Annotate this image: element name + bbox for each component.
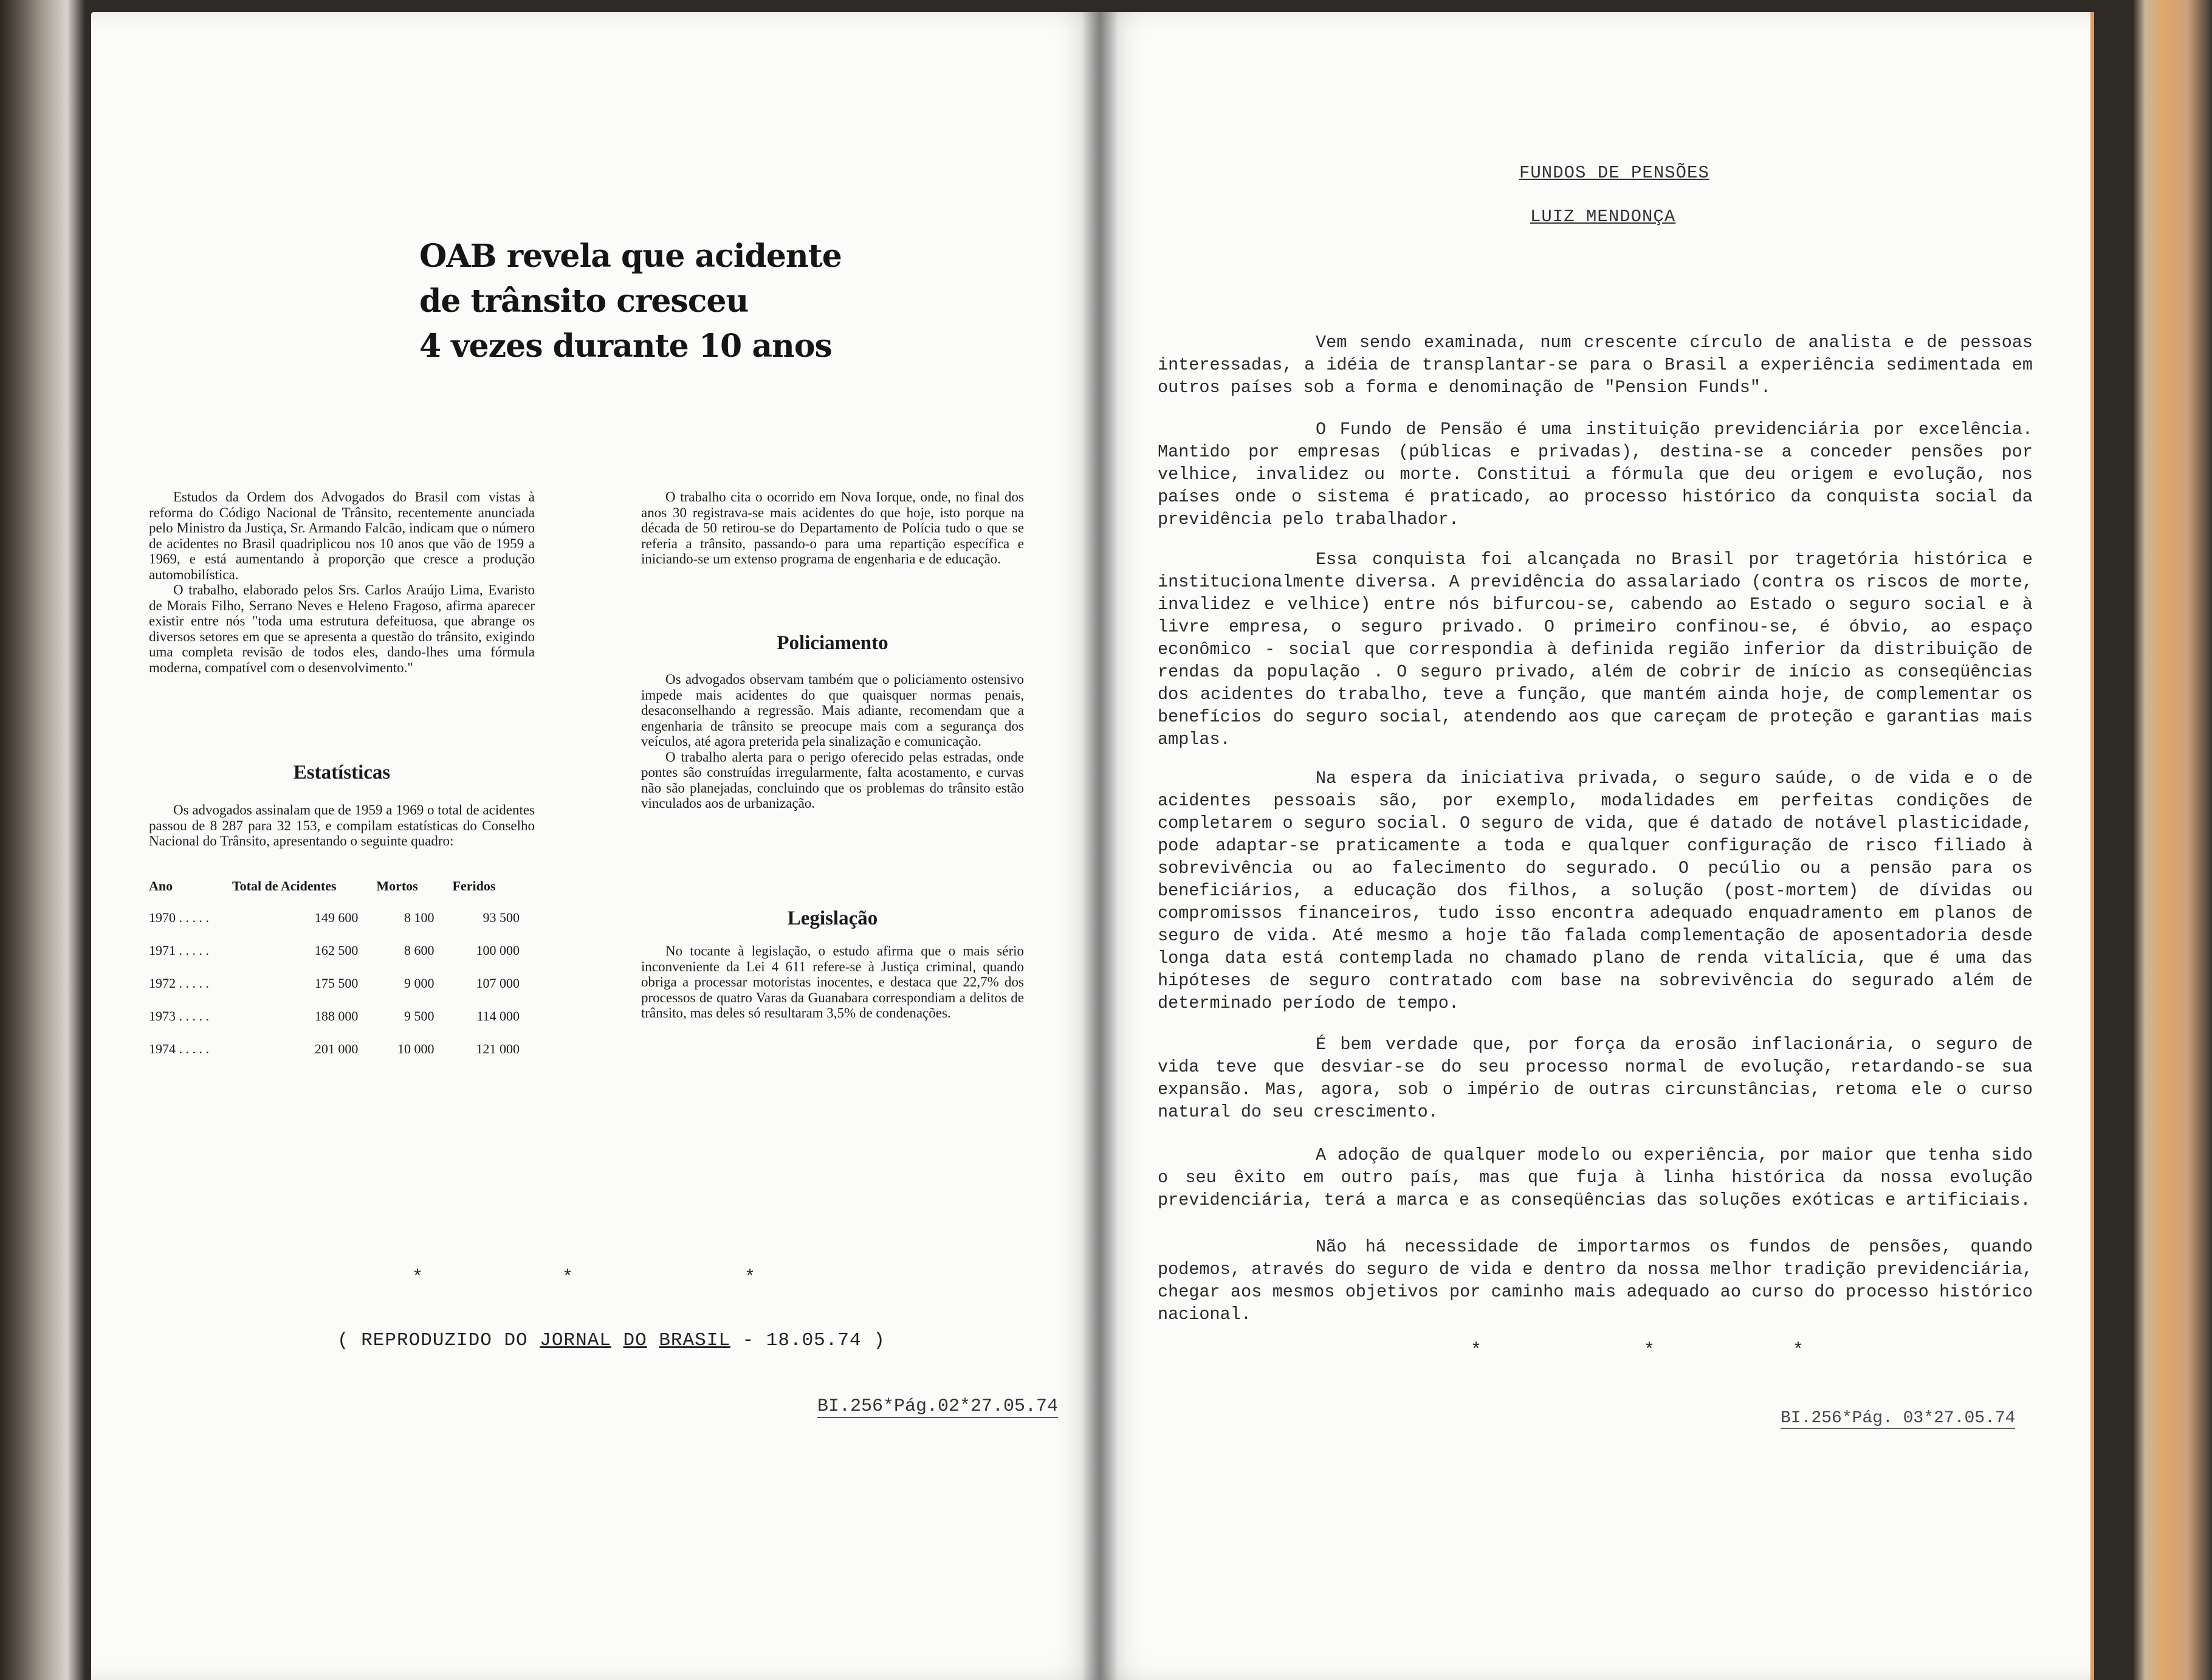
table-cell-total: 201 000 [314,1041,359,1056]
table-cell-feridos: 107 000 [476,976,520,991]
separator-star: * [562,1267,574,1288]
headline-line-3: 4 vezes durante 10 anos [419,328,832,365]
table-row [149,943,538,976]
estatisticas-text: Os advogados assinalam que de 1959 a 1969 o total de acidentes passou de 8 287 para 32 153, e compilam estatísticas do Conselho Nacional do Trânsito, apresentando o seguinte quadro: [149,802,535,849]
table-row [149,1008,538,1041]
paragraph-text: O Fundo de Pensão é uma instituição previdenciária por excelência. Mantido por empresas (públicas e privadas), destina-se a conceder pensões por velhice, invalidez ou morte. Constitui a fórmula que deu origem e evolução, nos países onde o sistema é praticado, ao processo histórico da conquista social da previdência pelo trabalhador. [1158,419,2033,529]
table-cell-year: 1972 . . . . . [149,976,209,991]
article-column-2 [641,489,1024,567]
table-cell-mortos: 10 000 [397,1041,434,1056]
body-paragraph-7 [1158,1236,2033,1326]
table-row [149,910,538,943]
header-feridos: Feridos [452,878,496,893]
table-cell-total: 149 600 [314,910,359,925]
page-footer-right: BI.256*Pág. 03*27.05.74 [1781,1409,2016,1428]
repro-do: DO [623,1330,647,1351]
table-cell-year: 1970 . . . . . [149,910,209,925]
table-header-row [149,878,538,910]
table-cell-feridos: 114 000 [476,1008,520,1024]
table-cell-total: 188 000 [314,1008,359,1024]
repro-suffix: - 18.05.74 ) [730,1330,885,1351]
page-footer-left: BI.256*Pág.02*27.05.74 [817,1396,1059,1417]
paragraph-text: Na espera da iniciativa privada, o seguro saúde, o de vida e o de acidentes pessoais são, por exemplo, modalidades em perfeitas condições de completarem o seguro social. O seguro de vida, que é datado de notável plasticidade, pode adaptar-se praticamente a toda e qualquer configuração de risco filiado à sobrevivência ou ao falecimento do segurado. O pecúlio ou a pensão para os beneficiários, a educação dos filhos, a solução (post-mortem) de dívidas ou compromissos financeiros, tudo isso encontra adequado enquadramento em planos de seguro de vida. Até mesmo a hoje tão falada complementação de aposentadoria desde longa data está contemplada no chamado plano de renda vitalícia, que é uma das hipóteses de seguro contratado com base na sobrevivência do segurado além de determinado período de tempo. [1158,768,2033,1013]
body-paragraph-3 [1158,548,2033,751]
accident-statistics-table [149,878,538,1074]
nova-iorque-paragraph: O trabalho cita o ocorrido em Nova Iorque, onde, no final dos anos 30 registrava-se mais acidentes do que hoje, isto porque na década de 50 retirou-se do Departamento de Polícia tudo o que se referia a trânsito, passando-o para uma repartição específica e iniciando-se um extenso programa de engenharia e de educação. [641,489,1024,566]
paragraph-text: Vem sendo examinada, num crescente círculo de analista e de pessoas interessadas, a idéia de transplantar-se para o Brasil a experiência sedimentada em outros países sob a forma e denominação de "Pension Funds". [1158,332,2033,398]
table-cell-year: 1973 . . . . . [149,1008,209,1024]
separator-star: * [1471,1340,1482,1361]
table-cell-feridos: 121 000 [476,1041,520,1056]
policiamento-section [641,672,1024,811]
paragraph-text: Não há necessidade de importarmos os fundos de pensões, quando podemos, através do seguro de vida e dentro da nossa melhor tradição previdenciária, chegar aos mesmos objetivos por caminho mais adequado ao curso do processo histórico nacional. [1158,1237,2033,1324]
article-headline [419,234,857,369]
table-cell-feridos: 100 000 [476,943,520,958]
table-cell-feridos: 93 500 [483,910,520,925]
separator-star: * [744,1267,756,1288]
table-cell-total: 162 500 [314,943,359,958]
legislacao-section [641,943,1024,1021]
separator-star: * [1644,1340,1655,1361]
table-cell-year: 1974 . . . . . [149,1041,209,1056]
book-gutter-shadow [1082,12,1118,1680]
table-cell-mortos: 8 100 [404,910,434,925]
paragraph-text: A adoção de qualquer modelo ou experiência, por maior que tenha sido o seu êxito em outro país, mas que fuja à linha histórica da nossa evolução previdenciária, terá a marca e as conseqüências das soluções exóticas e artificiais. [1158,1145,2033,1210]
separator-star: * [1793,1340,1804,1361]
header-total: Total de Acidentes [232,878,337,893]
body-paragraph-1 [1158,331,2033,399]
legislacao-subhead: Legislação [787,907,878,929]
repro-prefix: ( REPRODUZIDO DO [337,1330,540,1351]
repro-brasil: BRASIL [659,1330,730,1351]
table-row [149,976,538,1008]
policiamento-subhead: Policiamento [777,632,888,654]
paragraph-text: É bem verdade que, por força da erosão inflacionária, o seguro de vida teve que desviar-se do seu processo normal de evolução, retardando-se sua expansão. Mas, agora, sob o império de outras circunstâncias, retoma ele o curso natural do seu crescimento. [1158,1035,2033,1122]
repro-jornal: JORNAL [540,1330,611,1351]
document-author: LUIZ MENDONÇA [1530,207,1676,227]
legislacao-paragraph: No tocante à legislação, o estudo afirma que o mais sério inconveniente da Lei 4 611 refere-se à Justiça criminal, quando obriga a processar motoristas inocentes, e destaca que 22,7% dos processos de quatro Varas da Guanabara correspondiam a delitos de trânsito, mas deles só resultaram 3,5% de condenações. [641,943,1024,1021]
body-paragraph-2 [1158,418,2033,531]
trabalho-paragraph: O trabalho, elaborado pelos Srs. Carlos Araújo Lima, Evaristo de Morais Filho, Serrano Neves e Heleno Fragoso, afirma aparecer existir entre nós "toda uma estrutura defeituosa, que abrange os diversos setores em que se apresenta a questão do trânsito, exigindo uma completa revisão de todos eles, dando-lhes uma fórmula moderna, compatível com o desenvolvimento." [149,582,535,675]
table-cell-mortos: 9 500 [404,1008,434,1024]
header-ano: Ano [149,878,173,893]
headline-line-1: OAB revela que acidente [419,238,842,275]
header-mortos: Mortos [376,878,418,893]
intro-paragraph: Estudos da Ordem dos Advogados do Brasil com vistas à reforma do Código Nacional de Trânsito, recentemente anunciada pelo Ministro da Justiça, Sr. Armando Falcão, indicam que o número de acidentes no Brasil quadriplicou nos 10 anos que vão de 1959 a 1969, e está aumentando à proporção que cresce a produção automobilística. [149,489,535,582]
article-column-1 [149,489,535,675]
table-row [149,1041,538,1074]
body-paragraph-6 [1158,1144,2033,1211]
body-paragraph-4 [1158,767,2033,1014]
table-cell-mortos: 8 600 [404,943,434,958]
estatisticas-subhead: Estatísticas [293,762,391,783]
table-cell-mortos: 9 000 [404,976,434,991]
headline-line-2: de trânsito cresceu [419,283,749,320]
policiamento-paragraph-1: Os advogados observam também que o policiamento ostensivo impede mais acidentes do que quaisquer normas penais, desaconselhando a regressão. Mais adiante, recomendam que a engenharia de trânsito se preocupe mais com a segurança dos veículos, até agora preterida pela sinalização e comunicação. [641,672,1024,749]
policiamento-paragraph-2: O trabalho alerta para o perigo oferecido pelas estradas, onde pontes são construídas irregularmente, falta acostamento, e curvas não são planejadas, concluindo que os problemas do trânsito estão vinculados aos de urbanização. [641,749,1024,811]
document-title: FUNDOS DE PENSÕES [1519,163,1709,183]
paragraph-text: Essa conquista foi alcançada no Brasil por tragetória histórica e institucionalmente diversa. A previdência do assalariado (contra os riscos de morte, invalidez e velhice) entre nós bifurcou-se, cabendo ao Estado o seguro social e à livre empresa, o seguro privado. O primeiro confinou-se, é óbvio, ao espaço econômico - social que correspondia à definida região inferior da distribuição de rendas da população . O seguro privado, além de cobrir de início as conseqüências dos acidentes do trabalho, teve a função, que mantém ainda hoje, de complementar os benefícios do seguro social, atendendo aos que careçam de proteção e garantias mais amplas. [1158,549,2033,749]
reproduction-credit [337,1330,885,1351]
table-cell-total: 175 500 [314,976,359,991]
estatisticas-paragraph [149,802,535,849]
body-paragraph-5 [1158,1033,2033,1123]
separator-star: * [412,1267,424,1288]
table-cell-year: 1971 . . . . . [149,943,209,958]
